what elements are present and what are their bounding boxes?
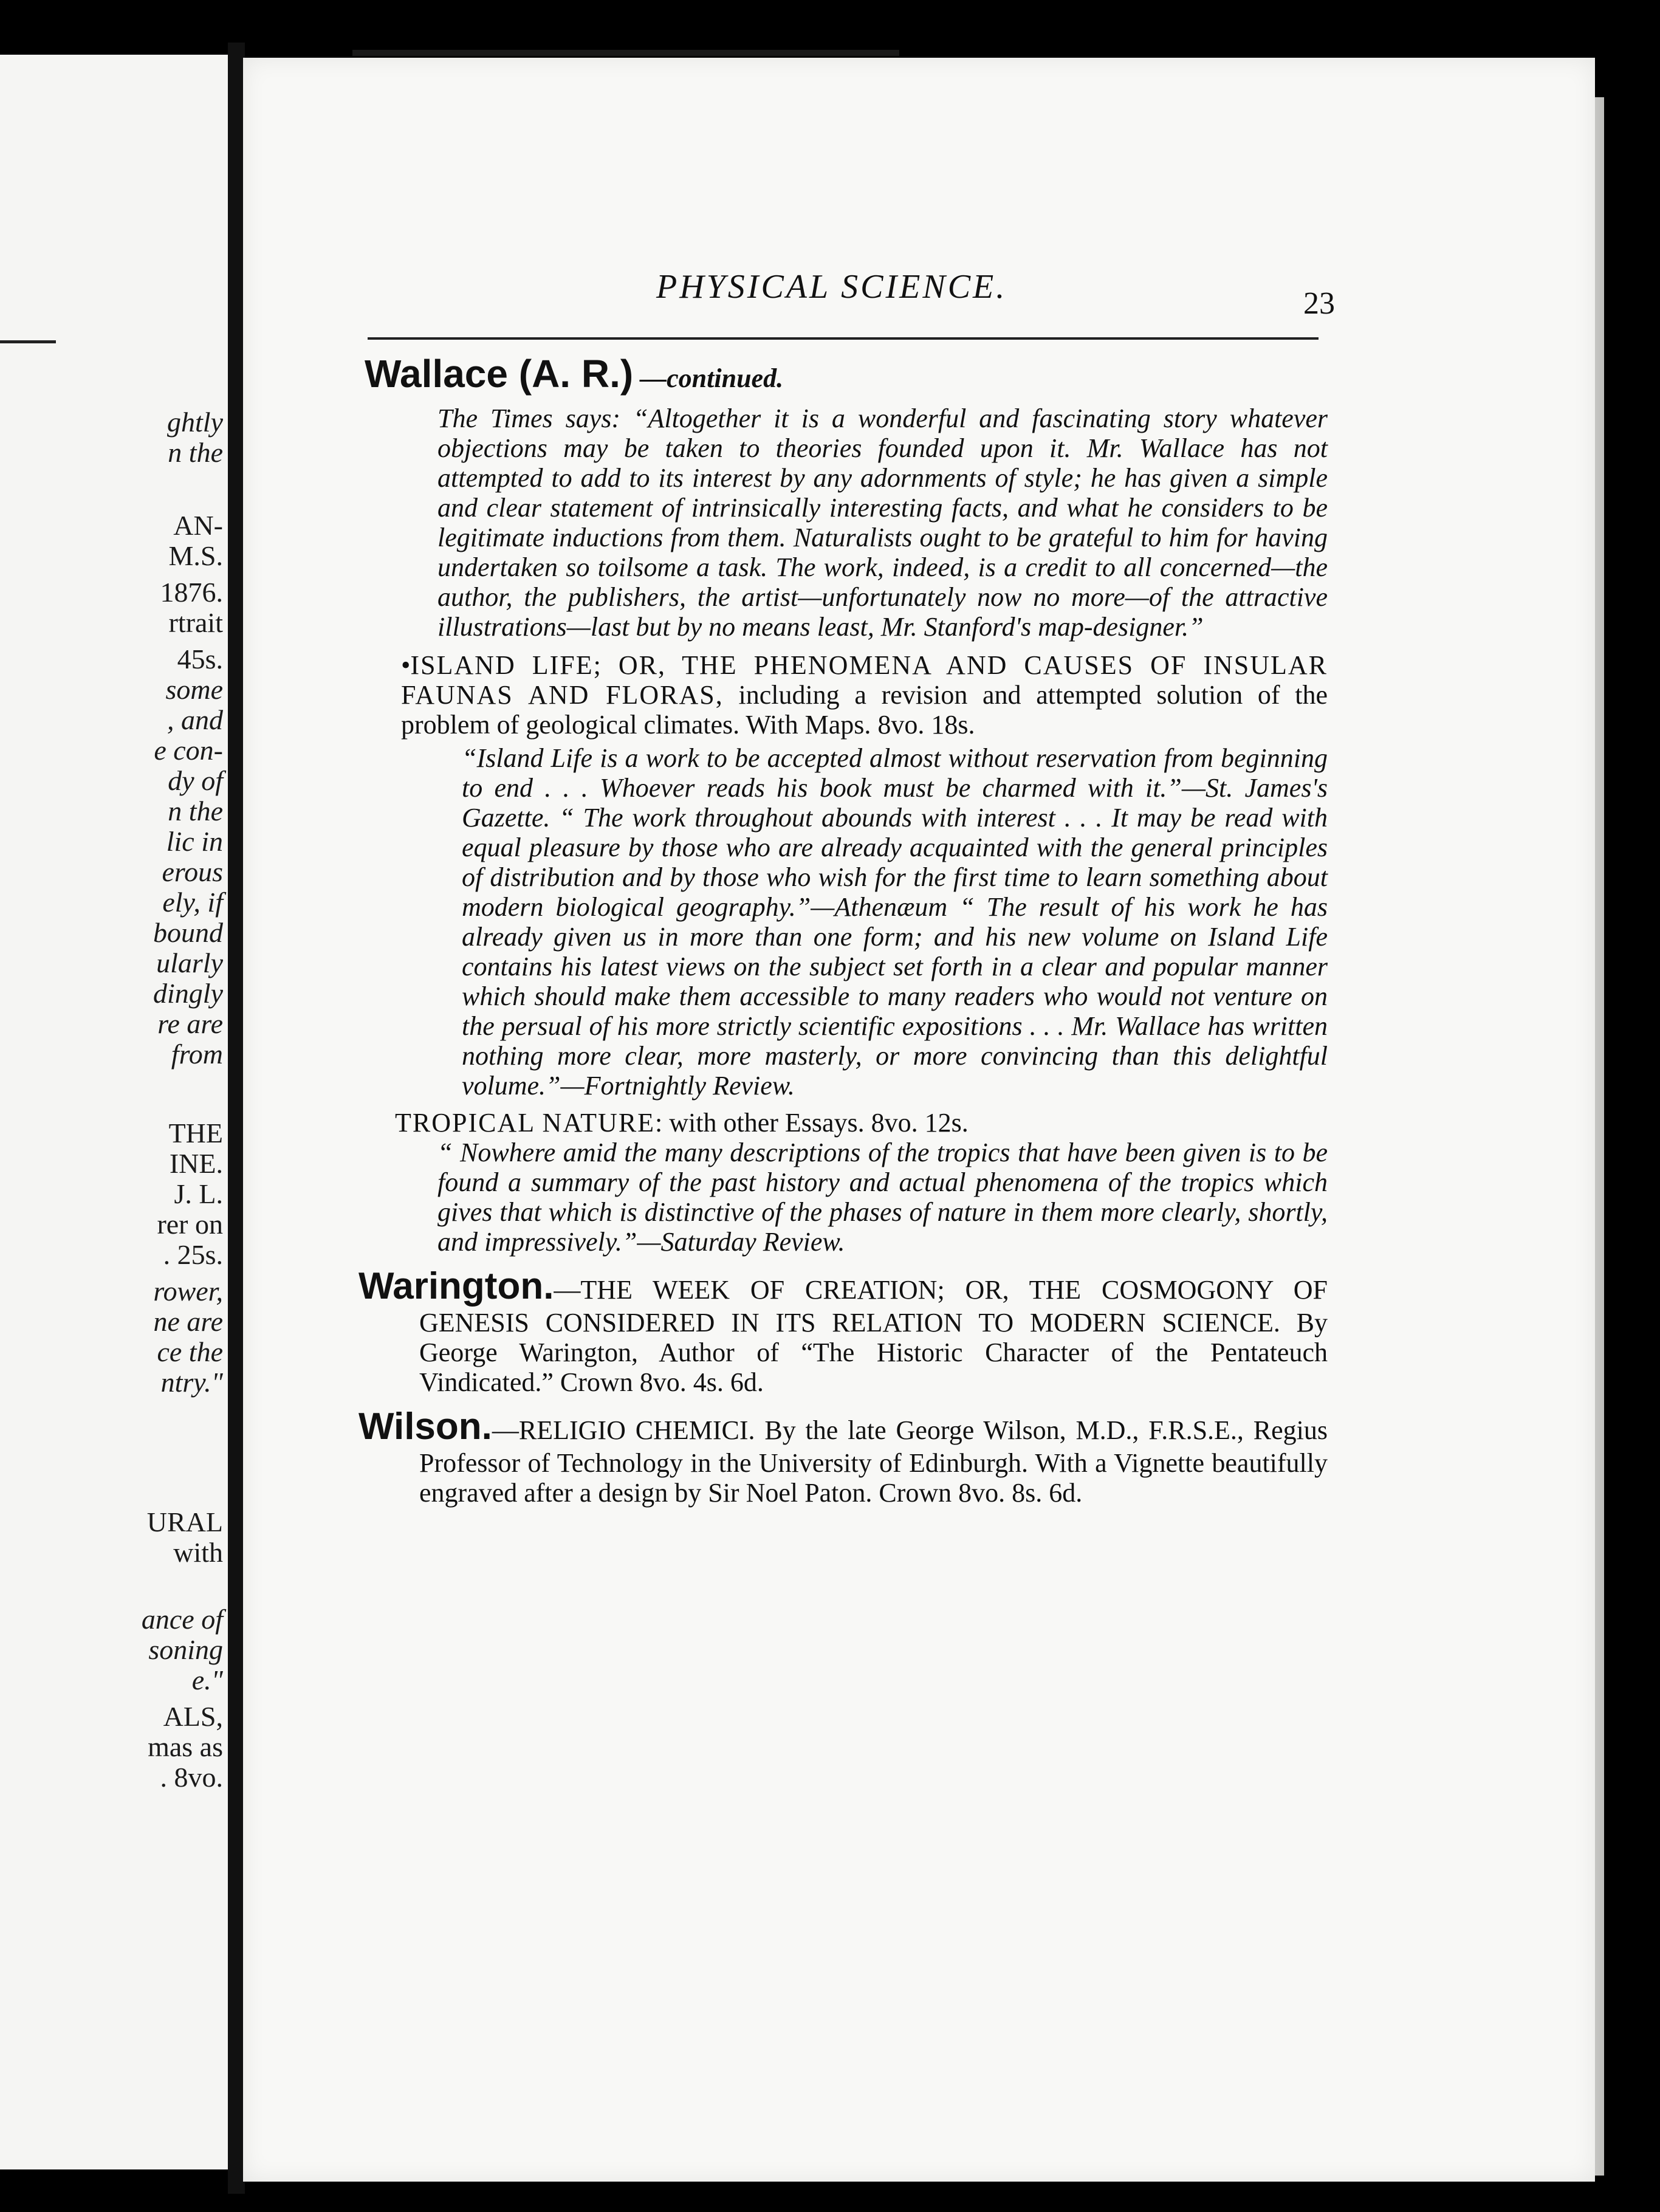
left-page-line: AN-	[173, 510, 223, 541]
times-quote: The Times says: “Altogether it is a wonderful and fascinating story whatever objections may be taken to theories founded upon it. Mr. Wallace has not attempted to add to its interest by any adornments of style; he has given a simple and clear statement of intrinsically interesting facts, and what he considers to be legitimate inductions from them. Naturalists ought to be grateful to him for having undertaken so toilsome a task. The work, indeed, is a credit to all concerned—the author, the publishers, the artist—unfortunately now no more—of the attractive illustrations—last but by no means least, Mr. Stanford's map-designer.”	[437, 404, 1328, 642]
left-page-line: . 8vo.	[160, 1762, 223, 1793]
left-page-line: INE.	[169, 1148, 223, 1179]
warington-entry	[358, 1265, 1328, 1397]
left-page-line: ance of	[141, 1604, 223, 1635]
left-page-line: ne are	[153, 1306, 223, 1337]
left-page-line: ely, if	[162, 887, 223, 918]
island-life-quote: “Island Life is a work to be accepted almost without reservation from beginning to end . . . Whoever reads his book must be charmed with it.”—St. James's Gazette. “ The work throughout abounds with interest . . . It may be read with equal pleasure by those who are already acquainted with the general principles of distribution and by those who wish for the first time to learn something about modern biological geography.”—Athenæum “ The result of his work he has already given us in more than one form; and his new volume on Island Life contains his latest views on the subject set forth in a clear and popular manner which should make them accessible to many readers who would not venture on the persual of his more strictly scientific expositions . . . Mr. Wallace has written nothing more clear, more masterly, or more convincing than this delightful volume.”—Fortnightly Review.	[462, 743, 1328, 1101]
author-name-wallace: Wallace (A. R.)	[365, 352, 634, 396]
left-page-line: URAL	[146, 1506, 223, 1537]
left-page-line: , and	[167, 704, 223, 735]
left-page-line: n the	[168, 795, 223, 826]
author-name-warington: Warington.	[358, 1265, 554, 1307]
left-page-line: mas as	[148, 1731, 223, 1762]
left-page-line: ce the	[157, 1336, 223, 1367]
author-name-wilson: Wilson.	[358, 1406, 492, 1448]
left-page-line: M.S.	[168, 540, 223, 571]
page-number: 23	[1303, 286, 1335, 321]
tropical-nature-quote: “ Nowhere amid the many descriptions of the tropics that have been given is to be found a summary of the past history and actual phenomena of the tropics which gives that which is distinctive of the phases of nature in them more clearly, shortly, and impressively.”—Saturday Review.	[437, 1138, 1328, 1257]
left-page-line: e."	[191, 1664, 223, 1695]
island-life-title: ISLAND LIFE; OR, THE PHENOMENA AND CAUSES OF INSULAR FAUNAS AND FLORAS,	[401, 650, 1328, 710]
wilson-entry	[358, 1406, 1328, 1508]
left-page-line: from	[171, 1039, 223, 1070]
left-page-line: some	[165, 674, 223, 705]
left-page-line: e con-	[154, 735, 223, 766]
header-rule	[368, 337, 1319, 340]
left-page-line: ntry."	[160, 1367, 223, 1398]
bullet-marker: •	[401, 650, 411, 680]
left-page-line: lic in	[166, 826, 223, 857]
left-page-line: rower,	[153, 1276, 223, 1307]
tropical-nature-desc: : with other Essays. 8vo. 12s.	[655, 1108, 969, 1138]
book-gutter	[228, 43, 245, 2194]
left-page-line: 45s.	[177, 644, 223, 675]
left-page-line: with	[173, 1537, 223, 1568]
running-header: PHYSICAL SCIENCE.	[656, 268, 1007, 306]
warington-text: —THE WEEK OF CREATION; OR, THE COSMOGONY OF GENESIS CONSIDERED IN ITS RELATION TO MODERN SCIENCE. By George Warington, Author of “The Historic Character of the Pentateuch Vindicated.” Crown 8vo. 4s. 6d.	[419, 1275, 1328, 1397]
left-page-line: rer on	[157, 1209, 223, 1240]
left-page-line: J. L.	[174, 1178, 223, 1209]
left-page-line: ularly	[156, 947, 223, 978]
tropical-nature-entry	[395, 1108, 1328, 1138]
continued-label: —continued.	[640, 363, 784, 393]
left-page-line: THE	[168, 1118, 223, 1149]
left-page-line: 1876.	[160, 577, 223, 608]
left-page-rule	[0, 340, 56, 343]
left-page-line: . 25s.	[163, 1239, 223, 1270]
left-page-line: erous	[162, 856, 223, 887]
island-life-desc: including a revision and attempted solution of the problem of geological climates. With Maps. 8vo. 18s.	[401, 680, 1328, 740]
left-page-line: ALS,	[163, 1701, 223, 1732]
top-edge-shadow	[352, 50, 899, 56]
left-page-line: soning	[148, 1634, 223, 1665]
left-page-line: dy of	[168, 765, 223, 796]
page-content	[358, 346, 1328, 1508]
left-page	[0, 55, 228, 2169]
left-page-line: bound	[153, 917, 223, 948]
tropical-nature-title: TROPICAL NATURE	[395, 1108, 656, 1138]
wilson-text: —RELIGIO CHEMICI. By the late George Wilson, M.D., F.R.S.E., Regius Professor of Technology in the University of Edinburgh. With a Vignette beautifully engraved after a design by Sir Noel Paton. Crown 8vo. 8s. 6d.	[419, 1415, 1328, 1508]
left-page-line: ghtly	[167, 407, 223, 438]
island-life-entry	[401, 650, 1328, 740]
left-page-line: rtrait	[168, 607, 223, 638]
wallace-heading	[365, 352, 1328, 395]
left-page-line: re are	[157, 1008, 223, 1039]
left-page-line: n the	[168, 437, 223, 468]
left-page-line: dingly	[153, 978, 223, 1009]
